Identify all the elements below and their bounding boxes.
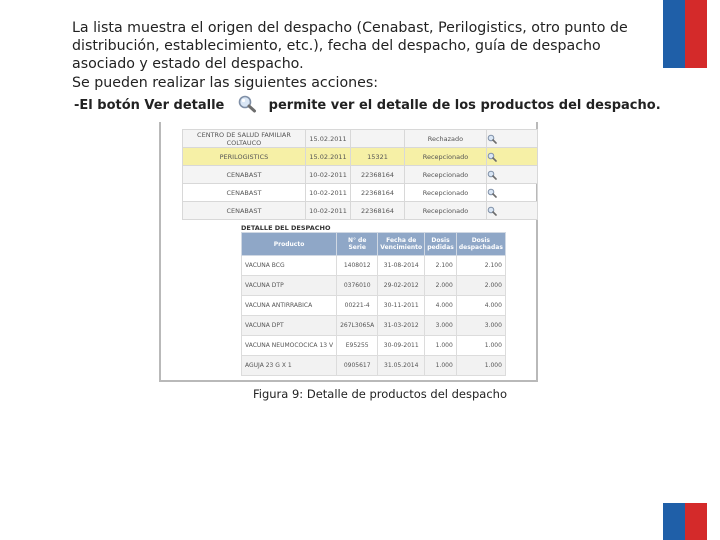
origin-cell-origen: PERILOGISTICS	[183, 148, 306, 166]
detail-cell: 2.000	[456, 276, 505, 296]
origin-row	[183, 130, 538, 148]
detail-cell: 1.000	[456, 356, 505, 376]
detail-row	[242, 276, 506, 296]
chile-flag-decoration-bottom	[663, 503, 685, 540]
origin-table	[182, 129, 538, 220]
detail-header-cell: Fecha de Vencimiento	[378, 233, 425, 256]
origin-row	[183, 148, 538, 166]
detail-cell: 3.000	[456, 316, 505, 336]
detail-cell: 2.100	[425, 256, 457, 276]
magnifier-icon	[237, 95, 257, 113]
origin-cell-fecha: 10-02-2011	[305, 166, 350, 184]
view-detail-cell	[487, 148, 538, 166]
detail-cell: VACUNA DPT	[242, 316, 337, 336]
detail-row	[242, 256, 506, 276]
detail-cell: AGUJA 23 G X 1	[242, 356, 337, 376]
origin-cell-estado: Recepcionado	[404, 166, 486, 184]
detail-row	[242, 336, 506, 356]
origin-cell-estado: Recepcionado	[404, 184, 486, 202]
origin-row	[183, 166, 538, 184]
view-detail-icon[interactable]	[487, 170, 497, 180]
origin-cell-origen: CENABAST	[183, 166, 306, 184]
detail-cell: 4.000	[425, 296, 457, 316]
detail-cell: VACUNA BCG	[242, 256, 337, 276]
detail-header-cell: Dosis pedidas	[425, 233, 457, 256]
origin-row	[183, 184, 538, 202]
action-description	[74, 95, 661, 113]
detail-cell: E95255	[337, 336, 378, 356]
view-detail-icon[interactable]	[487, 134, 497, 144]
detail-row	[242, 356, 506, 376]
detail-cell: 29-02-2012	[378, 276, 425, 296]
view-detail-icon[interactable]	[487, 152, 497, 162]
origin-cell-guia	[351, 130, 405, 148]
detail-cell: 0376010	[337, 276, 378, 296]
intro-line: asociado y estado del despacho.	[72, 56, 304, 73]
view-detail-cell	[487, 184, 538, 202]
origin-cell-fecha: 15.02.2011	[305, 130, 350, 148]
detail-cell: VACUNA NEUMOCOCICA 13 V	[242, 336, 337, 356]
flag-red-stripe	[685, 503, 707, 540]
view-detail-icon[interactable]	[487, 188, 497, 198]
origin-cell-fecha: 10-02-2011	[305, 184, 350, 202]
detail-cell: 267L3065A	[337, 316, 378, 336]
intro-line: distribución, establecimiento, etc.), fecha del despacho, guía de despacho	[72, 38, 601, 55]
origin-cell-estado: Rechazado	[404, 130, 486, 148]
detail-cell: 31.05.2014	[378, 356, 425, 376]
flag-blue-stripe	[663, 0, 685, 68]
intro-line: La lista muestra el origen del despacho (Cenabast, Perilogistics, otro punto de	[72, 20, 628, 36]
detail-cell: 31-03-2012	[378, 316, 425, 336]
view-detail-cell	[487, 166, 538, 184]
detail-cell: 3.000	[425, 316, 457, 336]
flag-red-stripe	[685, 0, 707, 68]
intro-paragraph	[72, 19, 652, 92]
intro-line: Se pueden realizar las siguientes acciones:	[72, 74, 379, 91]
detail-row	[242, 296, 506, 316]
detail-table	[241, 232, 506, 376]
chile-flag-decoration-top	[663, 0, 685, 68]
detail-cell: 2.100	[456, 256, 505, 276]
detail-row	[242, 316, 506, 336]
detail-cell: 30-09-2011	[378, 336, 425, 356]
action-label: -El botón Ver detalle	[74, 98, 225, 113]
origin-cell-origen: CENTRO DE SALUD FAMILIAR COLTAUCO	[183, 130, 306, 148]
detail-cell: VACUNA ANTIRRABICA	[242, 296, 337, 316]
detail-header-cell: Producto	[242, 233, 337, 256]
detail-cell: 1408012	[337, 256, 378, 276]
detail-cell: 00221-4	[337, 296, 378, 316]
detail-header-cell: N° de Serie	[337, 233, 378, 256]
origin-cell-origen: CENABAST	[183, 202, 306, 220]
view-detail-cell	[487, 202, 538, 220]
detail-cell: 1.000	[456, 336, 505, 356]
origin-row	[183, 202, 538, 220]
view-detail-cell	[487, 130, 538, 148]
origin-cell-guia: 22368164	[351, 166, 405, 184]
action-text: permite ver el detalle de los productos del despacho.	[268, 98, 661, 113]
dispatch-figure	[159, 122, 538, 382]
origin-cell-origen: CENABAST	[183, 184, 306, 202]
detail-cell: 0905617	[337, 356, 378, 376]
origin-cell-guia: 15321	[351, 148, 405, 166]
detail-table-title: DETALLE DEL DESPACHO	[241, 224, 331, 232]
origin-cell-estado: Recepcionado	[404, 148, 486, 166]
detail-cell: 2.000	[425, 276, 457, 296]
detail-cell: 1.000	[425, 356, 457, 376]
origin-cell-fecha: 10-02-2011	[305, 202, 350, 220]
origin-cell-guia: 22368164	[351, 202, 405, 220]
detail-header-cell: Dosis despachadas	[456, 233, 505, 256]
origin-cell-guia: 22368164	[351, 184, 405, 202]
detail-cell: 1.000	[425, 336, 457, 356]
detail-cell: 31-08-2014	[378, 256, 425, 276]
flag-blue-stripe	[663, 503, 685, 540]
detail-cell: VACUNA DTP	[242, 276, 337, 296]
figure-caption: Figura 9: Detalle de productos del despacho	[253, 387, 507, 401]
detail-cell: 30-11-2011	[378, 296, 425, 316]
detail-cell: 4.000	[456, 296, 505, 316]
view-detail-icon[interactable]	[487, 206, 497, 216]
origin-cell-estado: Recepcionado	[404, 202, 486, 220]
origin-cell-fecha: 15.02.2011	[305, 148, 350, 166]
